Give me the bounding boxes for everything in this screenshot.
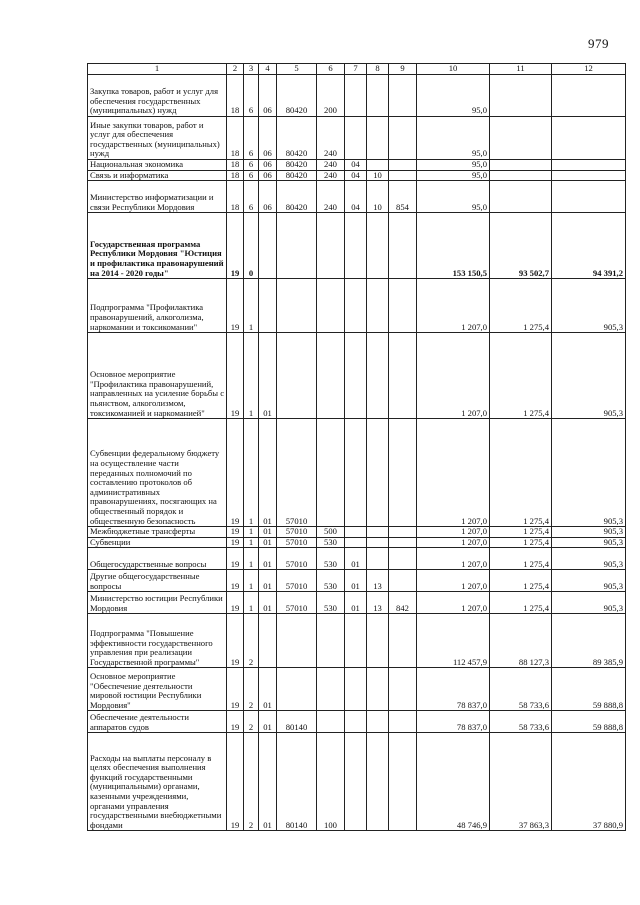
code-direction: 57010	[277, 419, 317, 527]
code-expense-type: 530	[317, 570, 345, 592]
amount-col-12: 905,3	[552, 570, 626, 592]
code-section: 04	[345, 160, 367, 171]
code-ministry	[389, 117, 417, 160]
code-subprogram: 6	[244, 75, 259, 117]
code-program: 19	[227, 279, 244, 333]
code-subprogram: 0	[244, 213, 259, 279]
code-subprogram: 2	[244, 711, 259, 733]
code-direction: 80420	[277, 75, 317, 117]
col-header-5: 5	[277, 64, 317, 75]
code-section	[345, 419, 367, 527]
code-expense-type: 530	[317, 537, 345, 548]
amount-col-10: 1 207,0	[417, 419, 490, 527]
code-expense-type: 100	[317, 733, 345, 831]
amount-col-12	[552, 75, 626, 117]
table-row	[88, 733, 626, 831]
amount-col-12: 59 888,8	[552, 668, 626, 711]
amount-col-11: 1 275,4	[490, 537, 552, 548]
row-name: Другие общегосударственные вопросы	[88, 570, 227, 592]
table-row	[88, 548, 626, 570]
code-expense-type: 240	[317, 170, 345, 181]
code-program: 18	[227, 75, 244, 117]
amount-col-10: 1 207,0	[417, 592, 490, 614]
code-program: 19	[227, 668, 244, 711]
code-ministry	[389, 537, 417, 548]
amount-col-11: 1 275,4	[490, 570, 552, 592]
code-subsection	[367, 75, 389, 117]
code-program: 18	[227, 117, 244, 160]
amount-col-11: 1 275,4	[490, 548, 552, 570]
code-section	[345, 75, 367, 117]
code-program: 19	[227, 733, 244, 831]
code-direction	[277, 279, 317, 333]
code-section: 01	[345, 570, 367, 592]
code-activity: 01	[259, 733, 277, 831]
table-row	[88, 181, 626, 213]
code-ministry: 842	[389, 592, 417, 614]
code-ministry	[389, 668, 417, 711]
table-row	[88, 537, 626, 548]
amount-col-10: 95,0	[417, 170, 490, 181]
code-subsection	[367, 279, 389, 333]
code-section	[345, 668, 367, 711]
code-subsection: 10	[367, 181, 389, 213]
code-section	[345, 733, 367, 831]
code-subsection	[367, 527, 389, 538]
code-expense-type	[317, 419, 345, 527]
code-subprogram: 6	[244, 117, 259, 160]
amount-col-11: 1 275,4	[490, 419, 552, 527]
code-direction: 57010	[277, 537, 317, 548]
code-expense-type: 240	[317, 181, 345, 213]
row-name: Национальная экономика	[88, 160, 227, 171]
row-name: Подпрограмма "Повышение эффективности государственного управления при реализации Государственной программы"	[88, 614, 227, 668]
amount-col-11: 1 275,4	[490, 527, 552, 538]
row-name: Основное мероприятие "Профилактика правонарушений, направленных на усиление борьбы с пьянством, алкоголизмом, токсикоманией и наркоманией"	[88, 333, 227, 419]
code-activity: 01	[259, 711, 277, 733]
code-ministry	[389, 527, 417, 538]
amount-col-11	[490, 181, 552, 213]
code-subprogram: 1	[244, 419, 259, 527]
amount-col-12: 37 880,9	[552, 733, 626, 831]
code-section	[345, 117, 367, 160]
amount-col-12	[552, 160, 626, 171]
code-ministry	[389, 419, 417, 527]
code-ministry	[389, 160, 417, 171]
code-section: 01	[345, 592, 367, 614]
code-subprogram: 1	[244, 333, 259, 419]
code-subsection	[367, 213, 389, 279]
code-subprogram: 6	[244, 160, 259, 171]
code-subprogram: 1	[244, 279, 259, 333]
amount-col-10: 95,0	[417, 117, 490, 160]
table-row	[88, 333, 626, 419]
col-header-11: 11	[490, 64, 552, 75]
col-header-6: 6	[317, 64, 345, 75]
code-section	[345, 279, 367, 333]
budget-table-body	[88, 75, 626, 831]
amount-col-10: 1 207,0	[417, 279, 490, 333]
col-header-3: 3	[244, 64, 259, 75]
code-expense-type: 240	[317, 117, 345, 160]
row-name: Государственная программа Республики Мордовия "Юстиция и профилактика правонарушений на 2014 - 2020 годы"	[88, 213, 227, 279]
amount-col-10: 95,0	[417, 75, 490, 117]
code-ministry	[389, 333, 417, 419]
row-name: Связь и информатика	[88, 170, 227, 181]
table-row	[88, 419, 626, 527]
code-program: 19	[227, 711, 244, 733]
code-subprogram: 1	[244, 527, 259, 538]
code-activity	[259, 614, 277, 668]
code-subprogram: 2	[244, 733, 259, 831]
code-ministry	[389, 733, 417, 831]
amount-col-12: 905,3	[552, 419, 626, 527]
amount-col-11	[490, 160, 552, 171]
code-expense-type	[317, 279, 345, 333]
table-row	[88, 614, 626, 668]
code-ministry	[389, 711, 417, 733]
amount-col-11	[490, 117, 552, 160]
code-direction: 80420	[277, 160, 317, 171]
code-program: 19	[227, 570, 244, 592]
row-name: Расходы на выплаты персоналу в целях обеспечения выполнения функций государственными (муниципальными) органами, казенными учреждениями, органами управления государственными внебюджетными фондами	[88, 733, 227, 831]
amount-col-11: 58 733,6	[490, 668, 552, 711]
code-expense-type: 530	[317, 548, 345, 570]
amount-col-12: 905,3	[552, 333, 626, 419]
code-ministry	[389, 548, 417, 570]
amount-col-11: 93 502,7	[490, 213, 552, 279]
code-program: 19	[227, 592, 244, 614]
col-header-8: 8	[367, 64, 389, 75]
code-program: 18	[227, 181, 244, 213]
code-ministry	[389, 570, 417, 592]
row-name: Основное мероприятие "Обеспечение деятельности мировой юстиции Республики Мордовия"	[88, 668, 227, 711]
code-program: 19	[227, 527, 244, 538]
code-subprogram: 6	[244, 181, 259, 213]
amount-col-10: 78 837,0	[417, 711, 490, 733]
code-program: 19	[227, 548, 244, 570]
amount-col-10: 78 837,0	[417, 668, 490, 711]
amount-col-10: 48 746,9	[417, 733, 490, 831]
code-expense-type	[317, 668, 345, 711]
amount-col-11: 58 733,6	[490, 711, 552, 733]
amount-col-12: 905,3	[552, 279, 626, 333]
row-name: Обеспечение деятельности аппаратов судов	[88, 711, 227, 733]
amount-col-12: 94 391,2	[552, 213, 626, 279]
row-name: Субвенции федеральному бюджету на осуществление части переданных полномочий по составлению протоколов об административных правонарушениях, посягающих на общественный порядок и общественную безопасность	[88, 419, 227, 527]
code-activity: 01	[259, 333, 277, 419]
table-row	[88, 75, 626, 117]
code-activity: 06	[259, 160, 277, 171]
code-program: 19	[227, 419, 244, 527]
code-program: 18	[227, 160, 244, 171]
row-name: Министерство юстиции Республики Мордовия	[88, 592, 227, 614]
code-direction: 80140	[277, 711, 317, 733]
code-activity: 01	[259, 592, 277, 614]
table-row	[88, 711, 626, 733]
code-expense-type	[317, 711, 345, 733]
amount-col-12: 89 385,9	[552, 614, 626, 668]
amount-col-12	[552, 170, 626, 181]
code-program: 19	[227, 333, 244, 419]
amount-col-11: 37 863,3	[490, 733, 552, 831]
code-subsection	[367, 333, 389, 419]
code-subsection	[367, 548, 389, 570]
table-row	[88, 160, 626, 171]
col-header-10: 10	[417, 64, 490, 75]
code-activity: 01	[259, 419, 277, 527]
amount-col-11: 1 275,4	[490, 333, 552, 419]
code-subprogram: 1	[244, 548, 259, 570]
code-program: 19	[227, 537, 244, 548]
amount-col-11: 1 275,4	[490, 279, 552, 333]
code-direction: 80140	[277, 733, 317, 831]
code-subsection	[367, 160, 389, 171]
code-direction	[277, 333, 317, 419]
table-row	[88, 592, 626, 614]
code-activity: 01	[259, 537, 277, 548]
amount-col-10: 112 457,9	[417, 614, 490, 668]
code-subsection: 13	[367, 592, 389, 614]
code-program: 18	[227, 170, 244, 181]
code-subprogram: 1	[244, 537, 259, 548]
code-activity	[259, 213, 277, 279]
amount-col-12: 905,3	[552, 592, 626, 614]
amount-col-12: 905,3	[552, 537, 626, 548]
code-subsection	[367, 537, 389, 548]
code-subprogram: 6	[244, 170, 259, 181]
code-subprogram: 2	[244, 668, 259, 711]
col-header-2: 2	[227, 64, 244, 75]
amount-col-10: 95,0	[417, 160, 490, 171]
code-direction	[277, 614, 317, 668]
page-number: 979	[588, 36, 609, 51]
code-section: 01	[345, 548, 367, 570]
table-row	[88, 213, 626, 279]
code-activity: 06	[259, 181, 277, 213]
amount-col-10: 1 207,0	[417, 537, 490, 548]
code-direction: 80420	[277, 170, 317, 181]
code-program: 19	[227, 213, 244, 279]
amount-col-12	[552, 181, 626, 213]
table-row	[88, 170, 626, 181]
col-header-12: 12	[552, 64, 626, 75]
col-header-1: 1	[88, 64, 227, 75]
code-ministry	[389, 75, 417, 117]
amount-col-10: 1 207,0	[417, 548, 490, 570]
amount-col-11	[490, 170, 552, 181]
col-header-7: 7	[345, 64, 367, 75]
code-subprogram: 1	[244, 592, 259, 614]
code-subsection	[367, 419, 389, 527]
code-subprogram: 2	[244, 614, 259, 668]
code-activity: 06	[259, 75, 277, 117]
code-subprogram: 1	[244, 570, 259, 592]
row-name: Подпрограмма "Профилактика правонарушений, алкоголизма, наркомании и токсикомании"	[88, 279, 227, 333]
code-expense-type: 200	[317, 75, 345, 117]
code-activity: 01	[259, 570, 277, 592]
code-section	[345, 527, 367, 538]
budget-table	[87, 63, 626, 831]
amount-col-11	[490, 75, 552, 117]
code-section	[345, 614, 367, 668]
code-activity: 01	[259, 548, 277, 570]
code-direction: 57010	[277, 570, 317, 592]
code-ministry	[389, 614, 417, 668]
code-ministry: 854	[389, 181, 417, 213]
code-section	[345, 711, 367, 733]
code-activity: 01	[259, 668, 277, 711]
code-section	[345, 213, 367, 279]
code-subsection	[367, 733, 389, 831]
code-section	[345, 537, 367, 548]
code-activity: 06	[259, 117, 277, 160]
code-expense-type: 240	[317, 160, 345, 171]
code-program: 19	[227, 614, 244, 668]
code-subsection	[367, 711, 389, 733]
code-expense-type: 500	[317, 527, 345, 538]
row-name: Иные закупки товаров, работ и услуг для обеспечения государственных (муниципальных) нужд	[88, 117, 227, 160]
code-expense-type	[317, 333, 345, 419]
col-header-4: 4	[259, 64, 277, 75]
code-subsection	[367, 668, 389, 711]
code-subsection: 13	[367, 570, 389, 592]
amount-col-12: 905,3	[552, 527, 626, 538]
table-row	[88, 668, 626, 711]
code-expense-type: 530	[317, 592, 345, 614]
code-ministry	[389, 213, 417, 279]
code-expense-type	[317, 213, 345, 279]
code-section	[345, 333, 367, 419]
row-name: Межбюджетные трансферты	[88, 527, 227, 538]
table-row	[88, 279, 626, 333]
code-direction	[277, 668, 317, 711]
amount-col-11: 1 275,4	[490, 592, 552, 614]
code-ministry	[389, 170, 417, 181]
table-row	[88, 570, 626, 592]
amount-col-10: 1 207,0	[417, 527, 490, 538]
amount-col-12	[552, 117, 626, 160]
code-activity: 06	[259, 170, 277, 181]
amount-col-10: 1 207,0	[417, 570, 490, 592]
amount-col-12: 59 888,8	[552, 711, 626, 733]
code-activity	[259, 279, 277, 333]
col-header-9: 9	[389, 64, 417, 75]
code-direction	[277, 213, 317, 279]
row-name: Общегосударственные вопросы	[88, 548, 227, 570]
amount-col-10: 153 150,5	[417, 213, 490, 279]
row-name: Субвенции	[88, 537, 227, 548]
code-ministry	[389, 279, 417, 333]
code-direction: 57010	[277, 527, 317, 538]
row-name: Закупка товаров, работ и услуг для обеспечения государственных (муниципальных) нужд	[88, 75, 227, 117]
code-section: 04	[345, 181, 367, 213]
amount-col-11: 88 127,3	[490, 614, 552, 668]
amount-col-12: 905,3	[552, 548, 626, 570]
row-name: Министерство информатизации и связи Республики Мордовия	[88, 181, 227, 213]
code-subsection	[367, 614, 389, 668]
code-subsection	[367, 117, 389, 160]
amount-col-10: 95,0	[417, 181, 490, 213]
code-direction: 80420	[277, 117, 317, 160]
code-subsection: 10	[367, 170, 389, 181]
code-activity: 01	[259, 527, 277, 538]
code-direction: 57010	[277, 548, 317, 570]
table-row	[88, 117, 626, 160]
code-section: 04	[345, 170, 367, 181]
amount-col-10: 1 207,0	[417, 333, 490, 419]
header-row	[88, 64, 626, 75]
code-direction: 80420	[277, 181, 317, 213]
table-row	[88, 527, 626, 538]
code-expense-type	[317, 614, 345, 668]
code-direction: 57010	[277, 592, 317, 614]
